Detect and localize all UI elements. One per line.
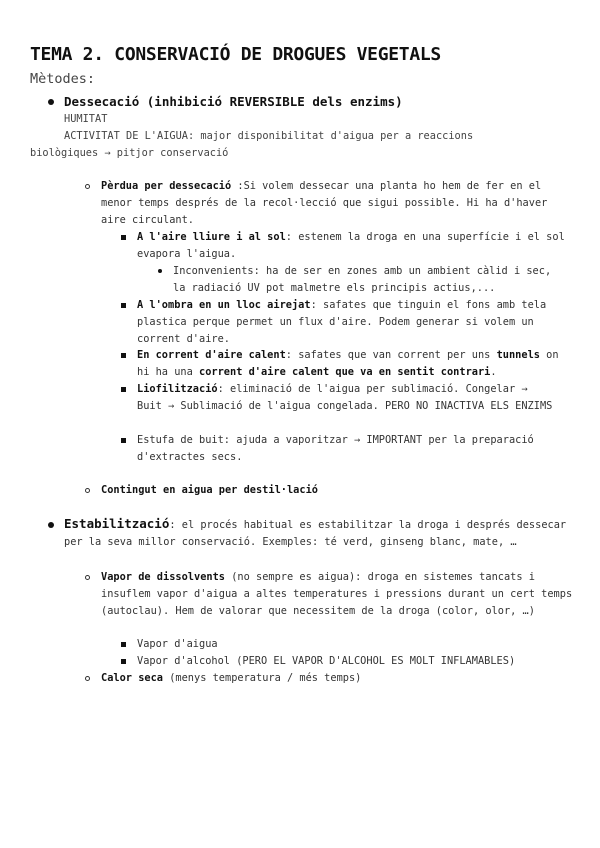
contingut-label: Contingut en aigua per destil·lació (101, 484, 318, 496)
bullet-small (158, 269, 162, 273)
aire-lliure-text: : estenem la droga en una superfície i el sol evapora l'aigua. (137, 231, 565, 260)
perdua-paragraph (101, 178, 569, 229)
bullet-square (121, 387, 126, 392)
estabilitzacio-paragraph (64, 515, 584, 551)
corrent-paragraph (137, 347, 577, 381)
bullet-circle (85, 676, 90, 681)
bullet-circle (85, 184, 90, 189)
bullet-circle (85, 488, 90, 493)
ombra-label: A l'ombra en un lloc airejat (137, 299, 311, 311)
estufa-paragraph: Estufa de buit: ajuda a vaporitzar → IMPORTANT per la preparació d'extractes secs. (137, 434, 534, 463)
calor-label: Calor seca (101, 672, 163, 684)
methods-label: Mètodes: (30, 71, 96, 87)
ombra-text: : safates que tinguin el fons amb tela plastica perque permet un flux d'aire. Podem generar si volem un corrent d'aire. (137, 299, 547, 345)
estabilitzacio-heading: Estabilització (64, 516, 170, 531)
perdua-text: :Si volem dessecar una planta ho hem de fer en el menor temps després de la recol·lecció que sigui possible. Hi ha d'haver aire circulant. (101, 180, 548, 226)
corrent-text-3: . (490, 366, 497, 378)
liofilitzacio-paragraph (137, 381, 557, 415)
vapor-alcohol-item: Vapor d'alcohol (PERO EL VAPOR D'ALCOHOL ES MOLT INFLAMABLES) (137, 655, 516, 667)
corrent-text-2: on hi ha una (137, 349, 559, 378)
vapor-paragraph (101, 569, 573, 620)
aire-lliure-label: A l'aire lliure i al sol (137, 231, 286, 243)
contingut-paragraph (101, 482, 318, 499)
inconvenients-paragraph: Inconvenients: ha de ser en zones amb un ambient càlid i sec, la radiació UV pot malmetre els principis actius,... (173, 265, 552, 294)
bullet-square (121, 659, 126, 664)
bullet-square (121, 353, 126, 358)
liofilitzacio-text: : eliminació de l'aigua per sublimació. Congelar → Buit → Sublimació de l'aigua congelada. PERO NO INACTIVA ELS ENZIMS (137, 383, 553, 412)
corrent-text-1: : safates que van corrent per uns (285, 349, 497, 361)
dessecacio-heading: Dessecació (inhibició REVERSIBLE dels enzims) (64, 94, 403, 109)
vapor-text: (no sempre es aigua): droga en sistemes tancats i insuflem vapor d'aigua a altes temperatures i pressions durant un cert temps (autoclau). Hem de valorar que necessitem de la droga (color, olor, …) (101, 571, 573, 617)
corrent-bold-2: corrent d'aire calent que va en sentit contrari (199, 366, 491, 378)
ombra-paragraph (137, 297, 565, 348)
bullet-square (121, 235, 126, 240)
vapor-label: Vapor de dissolvents (101, 571, 225, 583)
bullet-circle (85, 575, 90, 580)
aire-lliure-paragraph (137, 229, 573, 263)
calor-paragraph (101, 670, 361, 687)
bullet-square (121, 642, 126, 647)
estabilitzacio-text: : el procés habitual es estabilitzar la droga i després dessecar per la seva millor conservació. Exemples: té verd, ginseng blanc, mate, … (64, 519, 567, 548)
activitat-line-2: biològiques → pitjor conservació (30, 147, 229, 159)
liofilitzacio-label: Liofilització (137, 383, 218, 395)
tunnels-word: tunnels (496, 349, 540, 361)
activitat-line-1: ACTIVITAT DE L'AIGUA: major disponibilitat d'aigua per a reaccions (64, 130, 474, 142)
bullet-square (121, 303, 126, 308)
vapor-aigua-item: Vapor d'aigua (137, 638, 218, 650)
bullet-dot (48, 522, 54, 528)
perdua-label: Pèrdua per dessecació (101, 180, 232, 192)
bullet-square (121, 438, 126, 443)
calor-text: (menys temperatura / més temps) (163, 672, 362, 684)
bullet-dot (48, 99, 54, 105)
page-title: TEMA 2. CONSERVACIÓ DE DROGUES VEGETALS (30, 44, 441, 65)
corrent-label: En corrent d'aire calent (137, 349, 286, 361)
humitat-label: HUMITAT (64, 113, 108, 125)
